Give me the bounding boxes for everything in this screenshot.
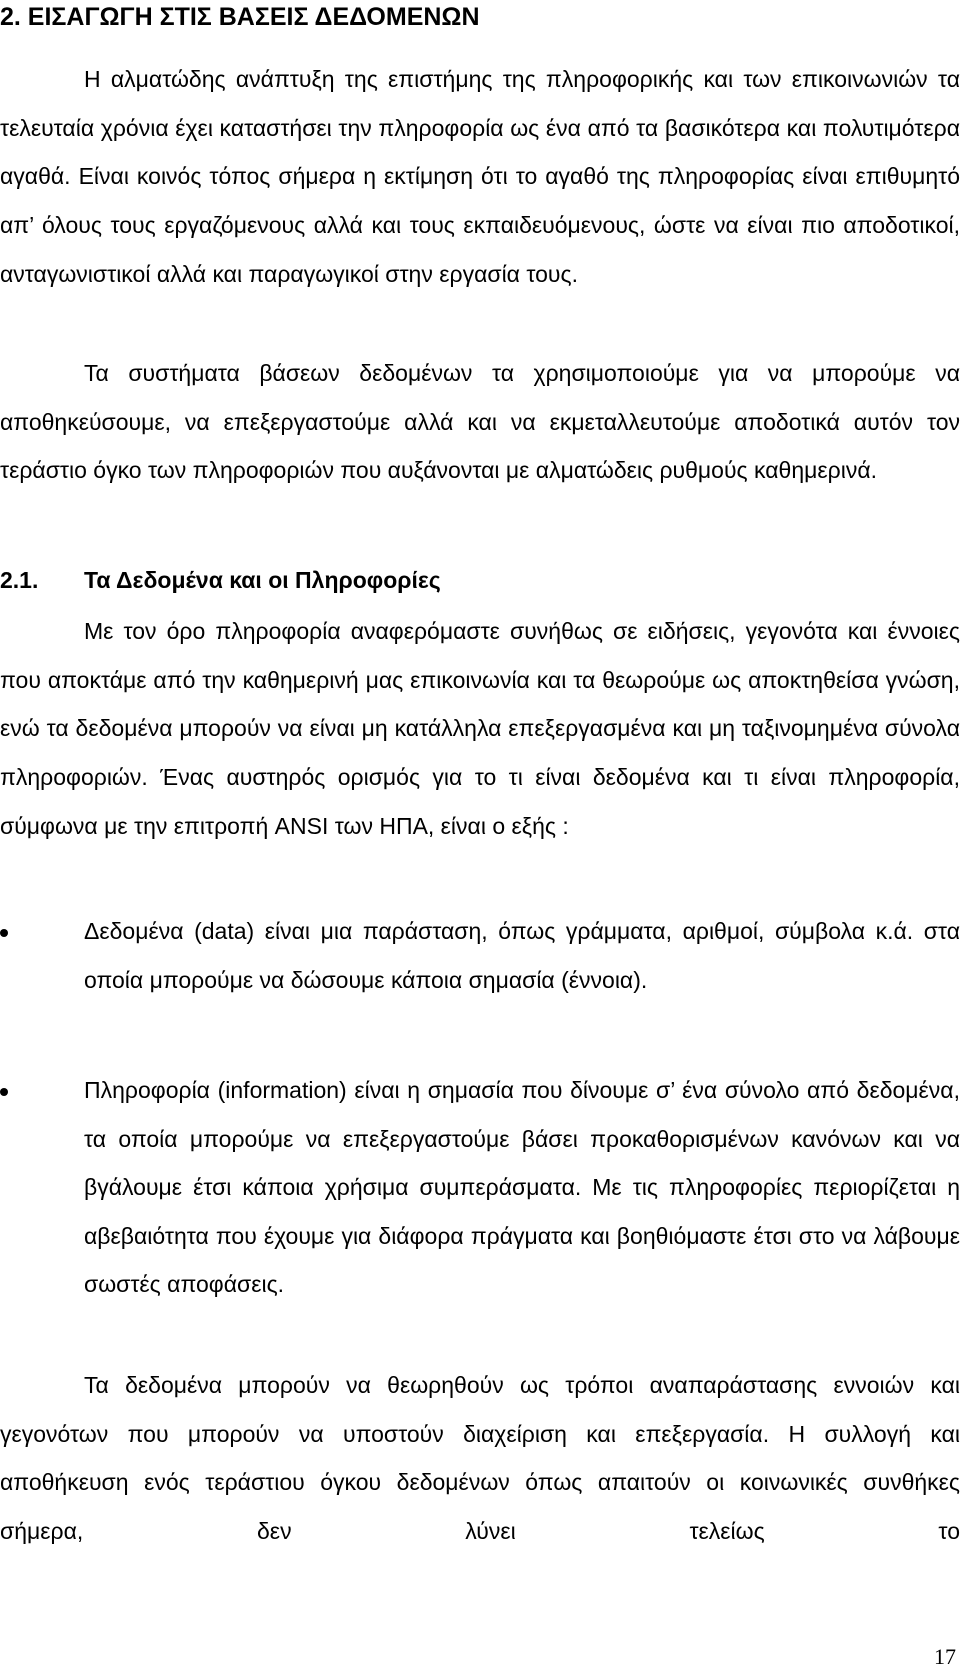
closing-paragraph: Τα δεδομένα μπορούν να θεωρηθούν ως τρόποι αναπαράστασης εννοιών και γεγονότων που μπορούν να υποστούν διαχείριση και επεξεργασία. Η συλλογή και αποθήκευση ενός τεράστιου όγκου δεδομένων όπως απαιτούν οι κοινωνικές συνθήκες σήμερα, δεν λύνει τελείως το xyxy=(0,1372,960,1545)
bullet-icon xyxy=(0,929,8,937)
chapter-heading: 2. ΕΙΣΑΓΩΓΗ ΣΤΙΣ ΒΑΣΕΙΣ ΔΕΔΟΜΕΝΩΝ xyxy=(0,3,480,31)
bullet-icon xyxy=(0,1088,8,1096)
intro-paragraph-2: Τα συστήματα βάσεων δεδομένων τα χρησιμοποιούμε για να μπορούμε να αποθηκεύσουμε, να επεξεργαστούμε αλλά και να εκμεταλλευτούμε αποδοτικά αυτόν τον τεράστιο όγκο των πληροφοριών που αυξάνονται με αλματώδεις ρυθμούς καθημερινά. xyxy=(0,360,960,484)
section-title: Τα Δεδομένα και οι Πληροφορίες xyxy=(84,567,441,593)
definition-information-text: Πληροφορία (information) είναι η σημασία που δίνουμε σ’ ένα σύνολο από δεδομένα, τα οποία μπορούμε να επεξεργαστούμε βάσει προκαθορισμένων κανόνων και να βγάλουμε έτσι κάποια χρήσιμα συμπεράσματα. Με τις πληροφορίες περιορίζεται η αβεβαιότητα που έχουμε για διάφορα πράγματα και βοηθιόμαστε έτσι στο να λάβουμε σωστές αποφάσεις. xyxy=(84,1077,960,1297)
section-heading xyxy=(0,565,441,595)
intro-paragraph-1: Η αλματώδης ανάπτυξη της επιστήμης της πληροφορικής και των επικοινωνιών τα τελευταία χρόνια έχει καταστήσει την πληροφορία ως ένα από τα βασικότερα και πολυτιμότερα αγαθά. Είναι κοινός τόπος σήμερα η εκτίμηση ότι το αγαθό της πληροφορίας είναι επιθυμητό απ’ όλους τους εργαζόμενους αλλά και τους εκπαιδευόμενους, ώστε να είναι πιο αποδοτικοί, ανταγωνιστικοί αλλά και παραγωγικοί στην εργασία τους. xyxy=(0,66,960,287)
section-number: 2.1. xyxy=(0,567,39,593)
page-number: 17 xyxy=(934,1644,956,1669)
definition-data-text: Δεδομένα (data) είναι μια παράσταση, όπως γράμματα, αριθμοί, σύμβολα κ.ά. στα οποία μπορούμε να δώσουμε κάποια σημασία (έννοια). xyxy=(84,918,960,993)
section-intro-paragraph: Με τον όρο πληροφορία αναφερόμαστε συνήθως σε ειδήσεις, γεγονότα και έννοιες που αποκτάμε από την καθημερινή μας επικοινωνία και τα θεωρούμε ως αποκτηθείσα γνώση, ενώ τα δεδομένα μπορούν να είναι μη κατάλληλα επεξεργασμένα και μη ταξινομημένα σύνολα πληροφοριών. Ένας αυστηρός ορισμός για το τι είναι δεδομένα και τι είναι πληροφορία, σύμφωνα με την επιτροπή ANSI των ΗΠΑ, είναι ο εξής : xyxy=(0,618,960,839)
